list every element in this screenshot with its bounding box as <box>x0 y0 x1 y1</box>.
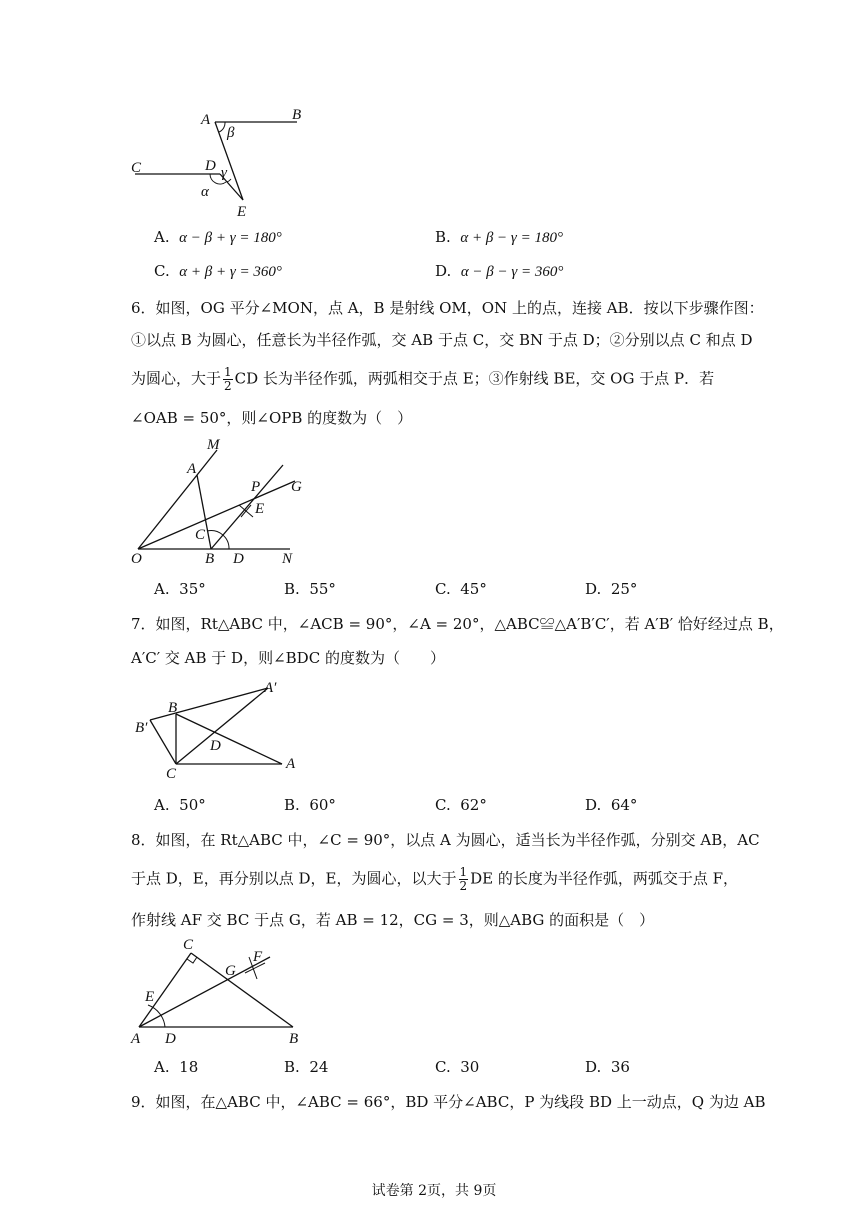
q6-option-b[interactable]: B. 55° <box>284 580 336 598</box>
q6-ray-be <box>211 465 283 549</box>
q5-angle-gamma-arc <box>227 179 231 182</box>
q8-right-angle-mark <box>187 957 197 963</box>
q6-label-a: A <box>187 461 197 477</box>
q6-label-g: G <box>291 479 302 495</box>
q6-option-d[interactable]: D. 25° <box>585 580 638 598</box>
q9-text-line-1: 9．如图，在△ABC 中，∠ABC = 66°，BD 平分∠ABC，P 为线段 BD 上一动点，Q 为边 AB <box>131 1093 766 1111</box>
q8-label-f: F <box>253 949 263 965</box>
q5-label-d: D <box>205 158 216 174</box>
q7-label-c: C <box>166 766 177 782</box>
q7-text-line-1: 7．如图，Rt△ABC 中，∠ACB = 90°，∠A = 20°，△ABC≌△A′B′C′，若 A′B′ 恰好经过点 B， <box>131 615 784 633</box>
q8-segment-cb <box>191 953 293 1027</box>
q7-segment-ba <box>176 714 282 764</box>
q8-text-line-2: 于点 D，E，再分别以点 D，E，为圆心，以大于 $\frac{1}{2}$ DE 的长度为半径作弧，两弧交于点 F， <box>131 865 739 893</box>
q5-label-e: E <box>237 204 247 220</box>
q7-text-line-2: A′C′ 交 AB 于 D，则∠BDC 的度数为（ ） <box>131 649 445 667</box>
q5-label-beta: β <box>227 125 235 141</box>
q6-text-line-2: ①以点 B 为圆心，任意长为半径作弧，交 AB 于点 C，交 BN 于点 D；②分别以点 C 和点 D <box>131 331 753 349</box>
q6-figure <box>125 435 325 570</box>
q6-label-e: E <box>255 501 265 517</box>
q7-segment-bpc <box>150 720 176 764</box>
q6-label-p: P <box>251 479 261 495</box>
q5-label-a: A <box>201 112 211 128</box>
q6-label-c: C <box>195 527 206 543</box>
q5-label-b: B <box>292 107 302 123</box>
q6-ray-og <box>138 481 295 549</box>
q6-text-line-4: ∠OAB = 50°，则∠OPB 的度数为（ ） <box>131 409 413 427</box>
q8-label-c: C <box>183 937 194 953</box>
q5-figure <box>125 100 325 225</box>
q7-option-b[interactable]: B. 60° <box>284 796 336 814</box>
q8-text-line-1: 8．如图，在 Rt△ABC 中，∠C = 90°，以点 A 为圆心，适当长为半径作弧，分别交 AB，AC <box>131 831 760 849</box>
q8-label-g: G <box>225 963 236 979</box>
q5-label-c: C <box>131 160 142 176</box>
q7-figure <box>130 678 310 783</box>
q8-label-a: A <box>131 1031 141 1047</box>
q8-option-c[interactable]: C. 30 <box>435 1058 480 1076</box>
q6-option-a[interactable]: A. 35° <box>154 580 206 598</box>
q7-option-a[interactable]: A. 50° <box>154 796 206 814</box>
q6-ray-om <box>138 450 217 549</box>
q7-label-a: A <box>286 756 296 772</box>
q8-ray-af <box>139 957 270 1027</box>
q5-angle-beta-arc <box>219 122 225 132</box>
q6-text-line-3: 为圆心，大于 $\frac{1}{2}$ CD 长为半径作弧，两弧相交于点 E；③作射线 BE，交 OG 于点 P．若 <box>131 365 715 393</box>
q5-option-c[interactable]: C. α + β + γ = 360° <box>154 262 282 280</box>
q7-label-bp: B′ <box>135 720 148 736</box>
q7-option-c[interactable]: C. 62° <box>435 796 487 814</box>
q6-label-n: N <box>282 551 293 567</box>
q5-label-gamma: γ <box>221 165 227 181</box>
q5-option-b[interactable]: B. α + β − γ = 180° <box>435 228 563 246</box>
q6-label-o: O <box>131 551 142 567</box>
q8-option-d[interactable]: D. 36 <box>585 1058 630 1076</box>
q7-label-d: D <box>210 738 221 754</box>
q8-label-b: B <box>289 1031 299 1047</box>
q6-label-b: B <box>205 551 215 567</box>
q6-fraction: $\frac{1}{2}$ <box>224 365 232 393</box>
q7-segment-cap <box>176 688 268 764</box>
q7-label-b: B <box>168 700 178 716</box>
q5-option-d[interactable]: D. α − β − γ = 360° <box>435 262 564 280</box>
q7-label-ap: A′ <box>264 680 277 696</box>
q8-text-line-3: 作射线 AF 交 BC 于点 G，若 AB = 12，CG = 3，则△ABG 的面积是（ ） <box>131 911 655 929</box>
q8-label-e: E <box>145 989 155 1005</box>
q5-option-a[interactable]: A. α − β + γ = 180° <box>154 228 282 246</box>
q5-label-alpha: α <box>201 184 209 200</box>
q6-arc-e2 <box>241 505 251 517</box>
q8-arc-de <box>148 1005 165 1027</box>
q8-fraction: $\frac{1}{2}$ <box>459 865 468 893</box>
q6-label-d: D <box>233 551 244 567</box>
q8-option-a[interactable]: A. 18 <box>154 1058 199 1076</box>
q8-label-d: D <box>165 1031 176 1047</box>
q6-text-line-1: 6．如图，OG 平分∠MON，点 A，B 是射线 OM，ON 上的点，连接 AB．按以下步骤作图： <box>131 299 764 317</box>
q6-label-m: M <box>207 437 220 453</box>
q8-option-b[interactable]: B. 24 <box>284 1058 329 1076</box>
q6-option-c[interactable]: C. 45° <box>435 580 487 598</box>
q7-option-d[interactable]: D. 64° <box>585 796 638 814</box>
page-footer: 试卷第 2页，共 9页 <box>371 1183 497 1199</box>
q8-figure <box>125 935 315 1050</box>
